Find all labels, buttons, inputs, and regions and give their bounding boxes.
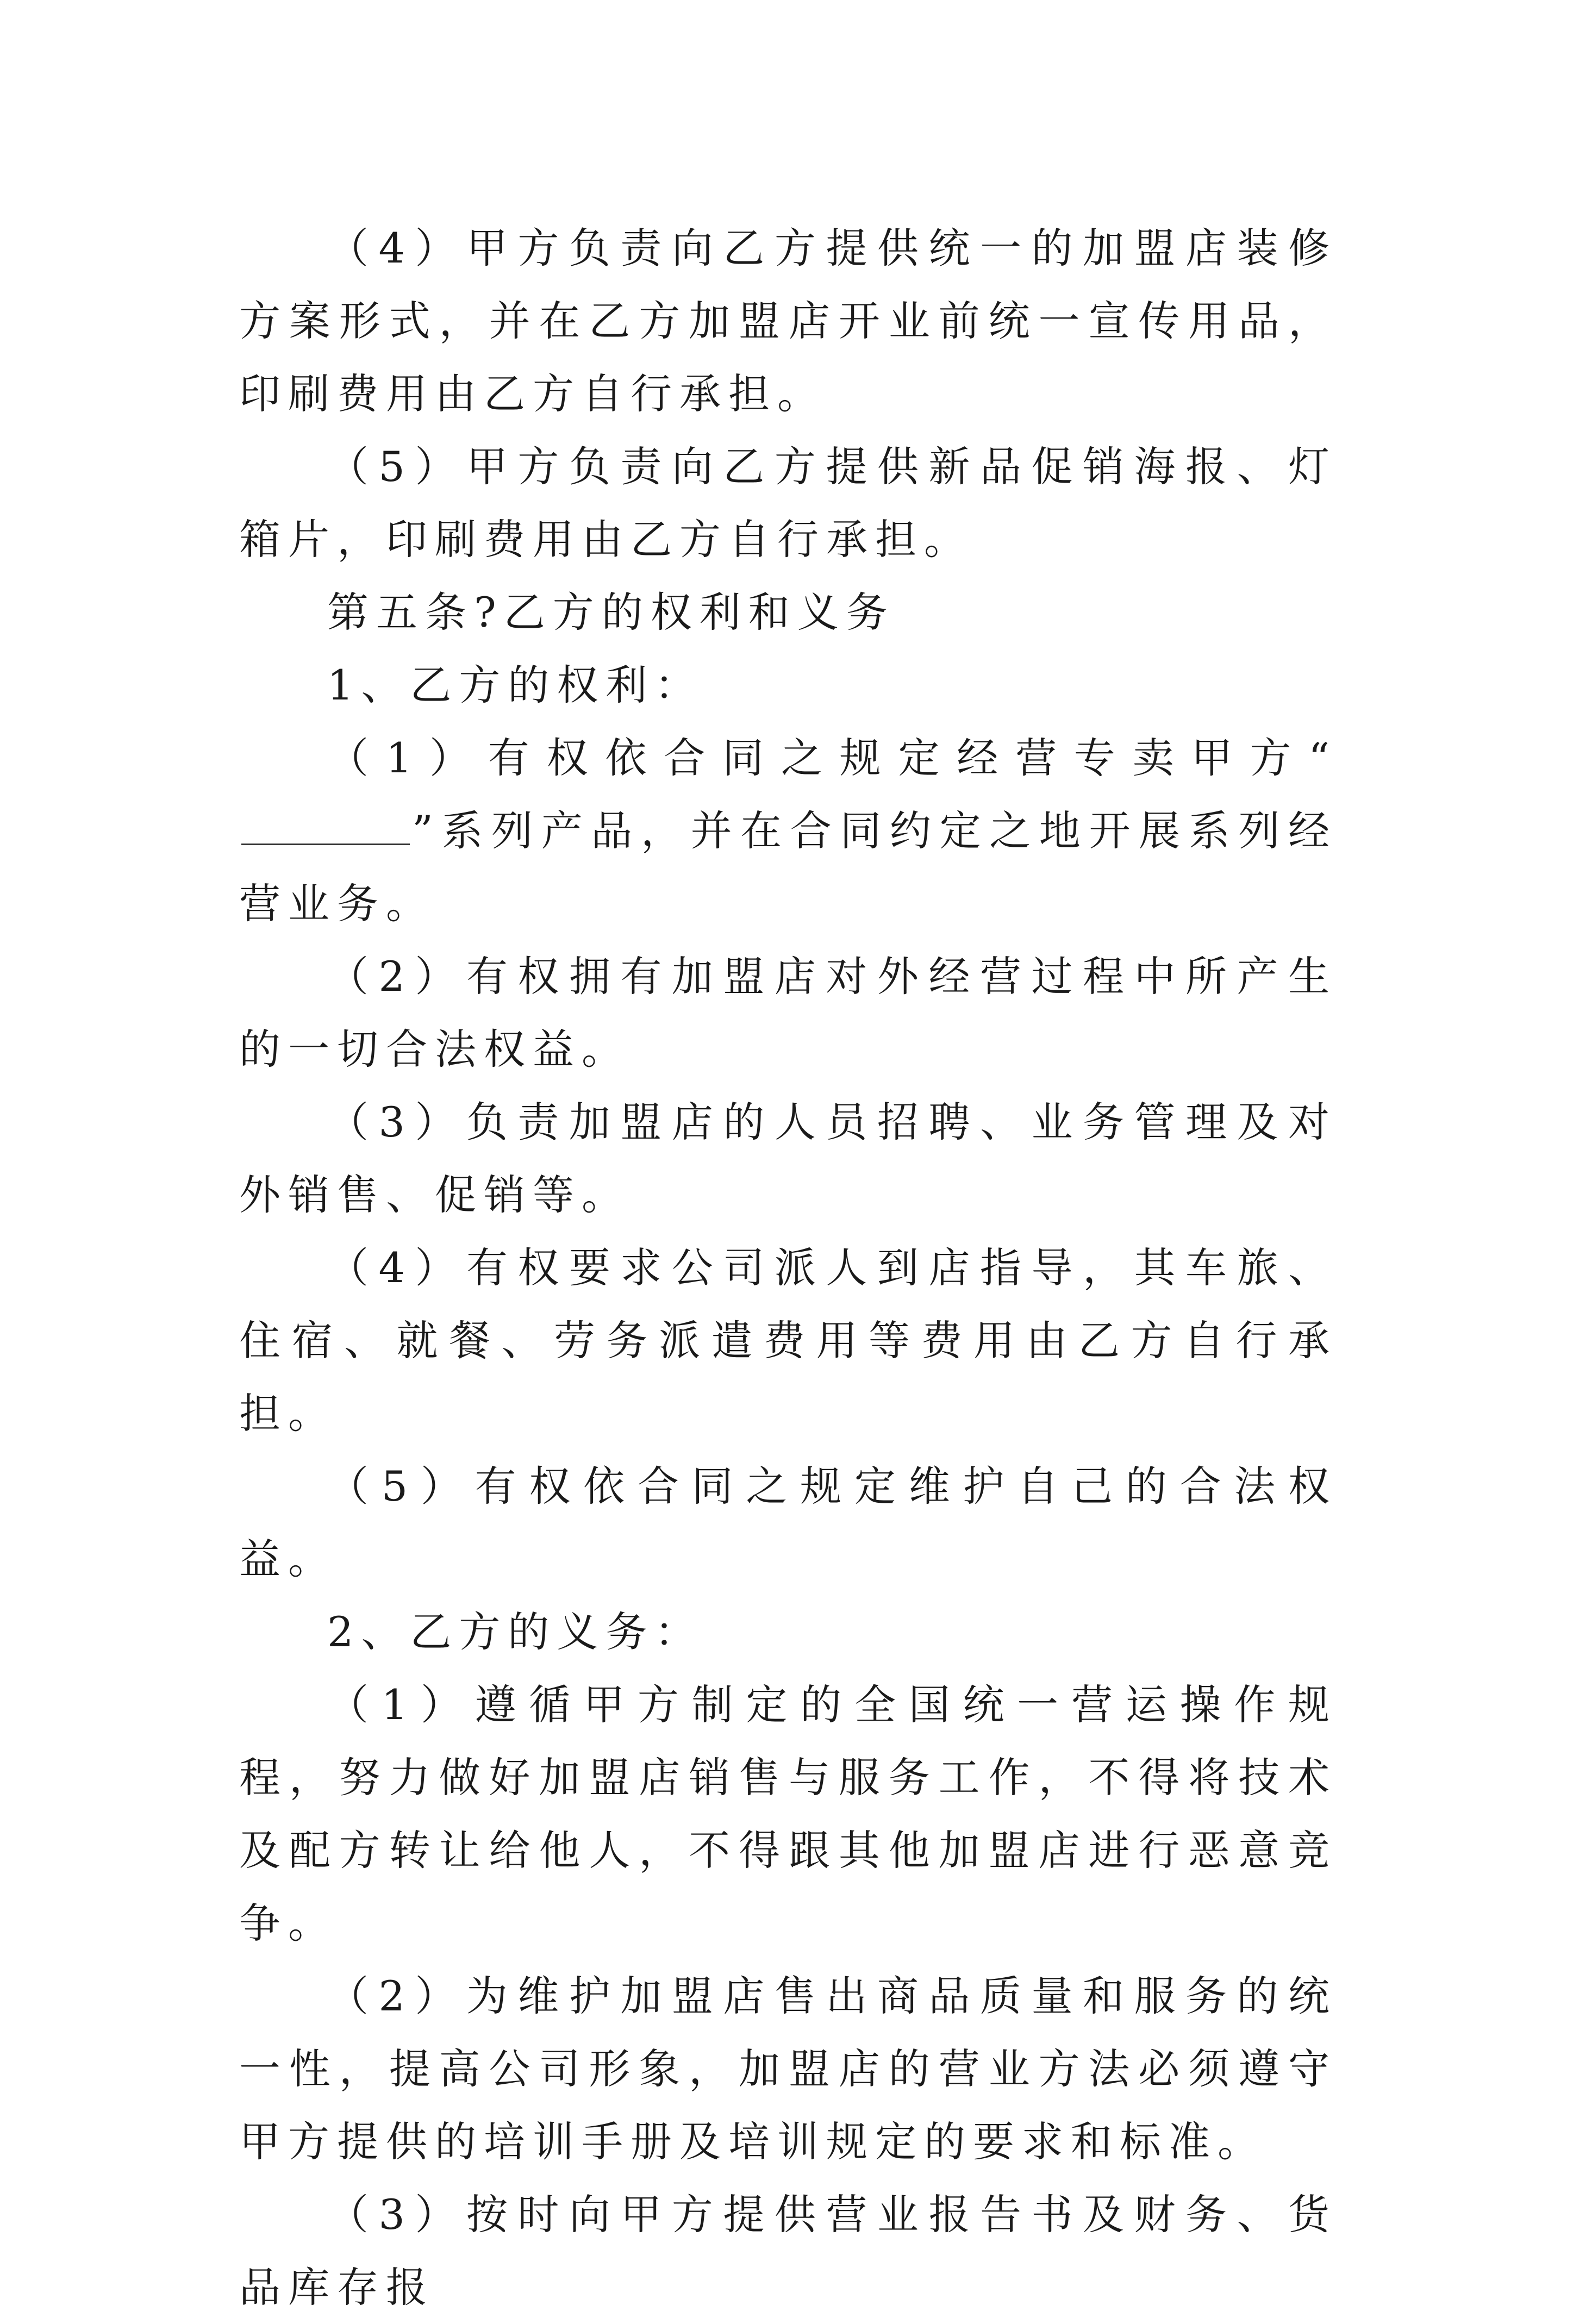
paragraph-obligation-1: （1）遵循甲方制定的全国统一营运操作规程，努力做好加盟店销售与服务工作，不得将技术及配方转让给他人，不得跟其他加盟店进行恶意竞争。: [239, 1680, 1337, 1947]
paragraph-franchisor-obligation-5: （5）甲方负责向乙方提供新品促销海报、灯箱片，印刷费用由乙方自行承担。: [239, 442, 1337, 564]
paragraph-right-1-part-b: ”系列产品，并在合同约定之地开展系列经营业务。: [239, 807, 1337, 928]
section-heading-article-5: 第五条?乙方的权利和义务: [327, 588, 895, 636]
paragraph-right-3: （3）负责加盟店的人员招聘、业务管理及对外销售、促销等。: [239, 1098, 1337, 1219]
paragraph-right-4: （4）有权要求公司派人到店指导，其车旅、住宿、就餐、劳务派遣费用等费用由乙方自行承担。: [239, 1244, 1337, 1438]
paragraph-right-1-part-a: （1）有权依合同之规定经营专卖甲方“: [327, 734, 1337, 782]
brand-name-blank: [241, 811, 410, 845]
paragraph-franchisor-obligation-4: （4）甲方负责向乙方提供统一的加盟店装修方案形式，并在乙方加盟店开业前统一宣传用品，印刷费用由乙方自行承担。: [239, 224, 1337, 418]
paragraph-obligation-3: （3）按时向甲方提供营业报告书及财务、货品库存报: [239, 2190, 1337, 2311]
paragraph-right-1: [239, 722, 1337, 940]
paragraph-obligation-2: （2）为维护加盟店售出商品质量和服务的统一性，提高公司形象，加盟店的营业方法必须遵守甲方提供的培训手册及培训规定的要求和标准。: [239, 1972, 1337, 2166]
paragraph-right-5: （5）有权依合同之规定维护自己的合法权益。: [239, 1462, 1337, 1583]
document-body: [239, 212, 1337, 2324]
subsection-heading-obligations: 2、乙方的义务：: [327, 1608, 704, 1656]
subsection-heading-rights: 1、乙方的权利：: [327, 661, 704, 709]
paragraph-right-2: （2）有权拥有加盟店对外经营过程中所产生的一切合法权益。: [239, 952, 1337, 1073]
